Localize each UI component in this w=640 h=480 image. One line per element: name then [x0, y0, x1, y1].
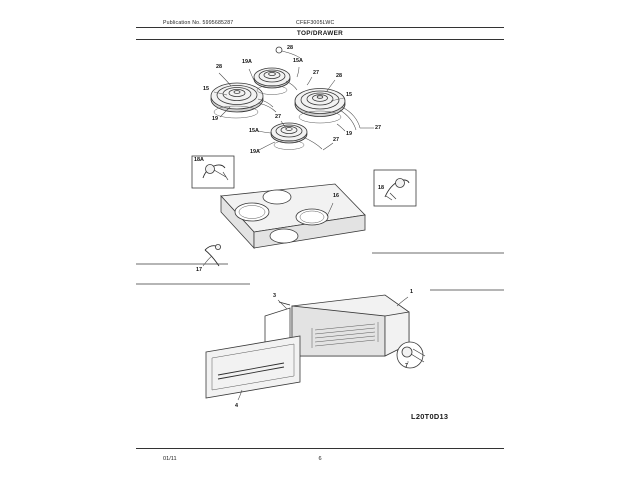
callout-18: 18 — [378, 185, 384, 191]
callout-27-3: 27 — [375, 125, 381, 131]
callout-3: 3 — [273, 293, 276, 299]
callout-16: 16 — [333, 193, 339, 199]
callout-18a: 18A — [194, 157, 204, 163]
publication-number: Publication No. 5995685287 — [163, 20, 234, 26]
callout-17: 17 — [196, 267, 202, 273]
diagram-code: L20T0D13 — [411, 412, 449, 421]
footer-divider — [136, 448, 504, 449]
callout-28-top: 28 — [287, 45, 293, 51]
footer-page-number: 6 — [318, 456, 322, 462]
callout-28-right: 28 — [336, 73, 342, 79]
storage-drawer-box — [292, 295, 409, 356]
burner-coil-upper-middle — [254, 68, 297, 90]
page-title: TOP/DRAWER — [296, 30, 344, 37]
callout-1: 1 — [410, 289, 413, 295]
support-rod-17 — [203, 244, 221, 266]
callout-27-2: 27 — [275, 114, 281, 120]
callout-15-right: 15 — [346, 92, 352, 98]
screw-detail-7 — [397, 342, 425, 368]
model-number: CFEF3005LWC — [296, 20, 335, 26]
callout-15-left: 15 — [203, 86, 209, 92]
callout-19a-1: 19A — [242, 59, 252, 65]
callout-7: 7 — [405, 363, 408, 369]
drawer-front-panel — [206, 336, 300, 400]
footer-date: 01/11 — [163, 456, 177, 462]
callout-28-left: 28 — [216, 64, 222, 70]
callout-4: 4 — [235, 403, 238, 409]
callout-15a-1: 15A — [293, 58, 303, 64]
callout-27-4: 27 — [333, 137, 339, 143]
callout-19-left: 19 — [212, 116, 218, 122]
cooktop-surface — [221, 184, 365, 248]
callout-19-right: 19 — [346, 131, 352, 137]
callout-15a-2: 15A — [249, 128, 259, 134]
callout-19a-2: 19A — [250, 149, 260, 155]
callout-27-1: 27 — [313, 70, 319, 76]
burner-coil-lower-middle — [271, 123, 322, 149]
